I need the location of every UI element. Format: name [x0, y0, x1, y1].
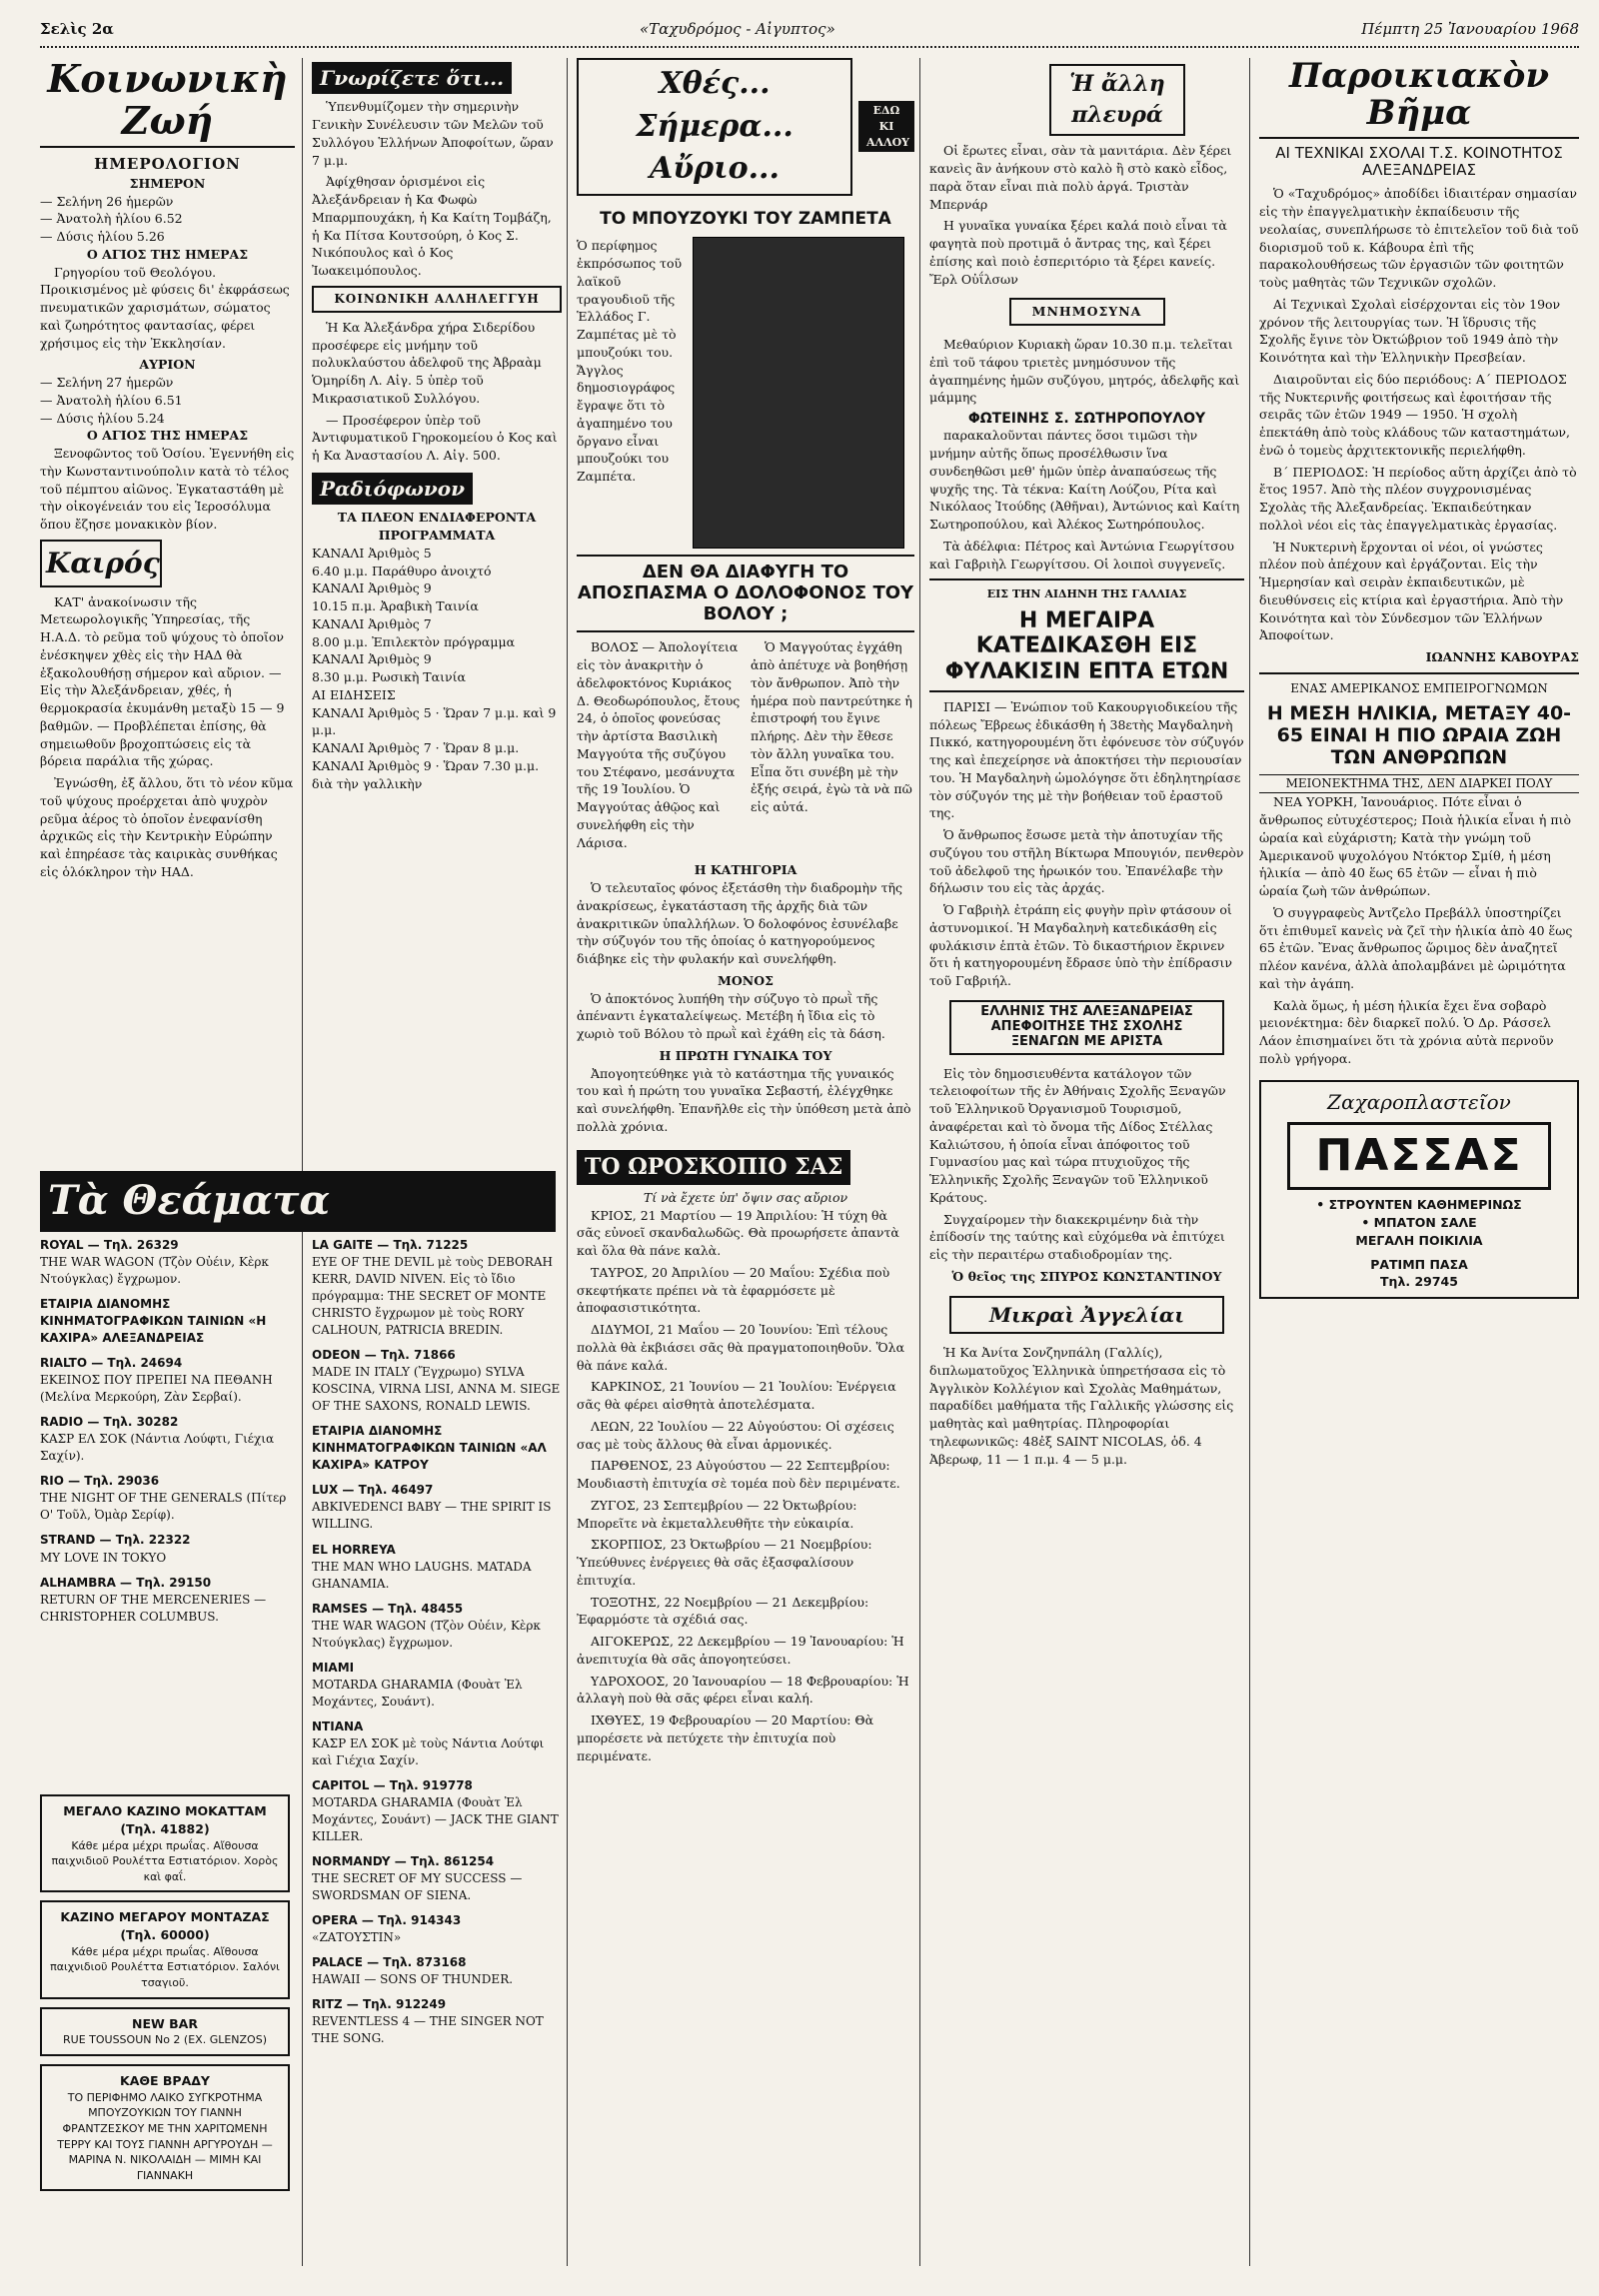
cinema-program: ΕΚΕΙΝΟΣ ΠΟΥ ΠΡΕΠΕΙ ΝΑ ΠΕΘΑΝΗ (Μελίνα Μερκούρη, Ζὰν Σερβαί).: [40, 1373, 273, 1405]
know-text: Ὑπενθυμίζομεν τὴν σημερινὴν Γενικὴν Συνέλευσιν τῶν Μελῶν τοῦ Συλλόγου Ἑλλήνων Ἀποφοίτων, ὥραν 7 μ.μ.: [312, 99, 554, 168]
paper-name: «Ταχυδρόμος - Αἰγυπτος»: [640, 20, 835, 38]
cinema-entry: [312, 1777, 562, 1845]
radio-line: 8.00 μ.μ. Ἐπιλεκτὸν πρόγραμμα: [312, 633, 516, 649]
banner-side: ΕΔΩ ΚΙ ΑΛΛΟΥ: [858, 101, 914, 152]
issue-date: Πέμπτη 25 Ἰανουαρίου 1968: [1361, 20, 1579, 38]
story-text: Ὁ ἀποκτόνος λυπήθη τὴν σύζυγο τὸ πρωῒ τῆς ἀπέναντι ἑγκαταλείψεως. Μετέβη ἡ ἴδια εἰς τὸ χωριὸ τοῦ Βόλου τὸ πρωῒ καὶ ἐχάθη εἰς τὰ δάση.: [577, 990, 885, 1042]
banner-title: Χθές... Σήμερα... Αὔριο...: [577, 58, 852, 196]
radio-line: 10.15 π.μ. Ἀραβικὴ Ταινία: [312, 598, 479, 614]
cinema-entry: [312, 1660, 562, 1711]
know-text: Ἀφίχθησαν ὁρισμένοι εἰς Ἀλεξάνδρειαν ἡ Κα Φωφὼ Μπαρμπουχάκη, ἡ Κα Καίτη Τομβάζη, ἡ Κα Πίτσα Κουτσούρη, ὁ Κος Σ. Νικόπουλος καὶ ὁ Κος Ἰωακειμόπουλος.: [312, 174, 552, 279]
story-title: Η ΜΕΣΗ ΗΛΙΚΙΑ, ΜΕΤΑΞΥ 40-65 ΕΙΝΑΙ Η ΠΙΟ ΩΡΑΙΑ ΖΩΗ ΤΩΝ ΑΝΘΡΩΠΩΝ: [1266, 701, 1572, 768]
cinema-name: ROYAL — Τηλ. 26329: [40, 1238, 179, 1252]
cinema-name: ΕΤΑΙΡΙΑ ΔΙΑΝΟΜΗΣ ΚΙΝΗΜΑΤΟΓΡΑΦΙΚΩΝ ΤΑΙΝΙΩΝ «Η ΚΑΧΙΡΑ» ΑΛΕΞΑΝΔΡΕΙΑΣ: [40, 1297, 267, 1346]
entertainment-ad: [40, 2007, 290, 2056]
cinema-entry: [312, 1954, 562, 1988]
story-title: ΑΙ ΤΕΧΝΙΚΑΙ ΣΧΟΛΑΙ Τ.Σ. ΚΟΙΝΟΤΗΤΟΣ ΑΛΕΞΑΝΔΡΕΙΑΣ: [1275, 143, 1563, 180]
cinema-entry: [312, 1719, 562, 1769]
entertainment-ad: [40, 2064, 290, 2191]
entertainment-ad: [40, 1794, 290, 1892]
story-text: Συγχαίρομεν τὴν διακεκριμένην διὰ τὴν ἐπίδοσίν της ταύτης καὶ εὐχόμεθα νὰ ἐπιτύχει εἰς τὴν περαιτέρω σταδιοδρομίαν της.: [929, 1211, 1225, 1263]
cinema-program: THE WAR WAGON (Τζὸν Οὐέιν, Κὲρκ Ντούγκλας) ἔγχρωμον.: [40, 1255, 269, 1287]
horoscope-sign: ΣΚΟΡΠΙΟΣ, 23 Ὀκτωβρίου — 21 Νοεμβρίου: Ὑπεύθυνες ἐνέργειες θὰ σᾶς ἐξασφαλίσουν ἐπιτυχία.: [577, 1537, 872, 1588]
cinema-name: LA GAITE — Τηλ. 71225: [312, 1238, 469, 1252]
cinema-list-right: [312, 1237, 562, 2055]
cinema-name: PALACE — Τηλ. 873168: [312, 1955, 467, 1970]
cinema-list-left: [40, 1237, 290, 1634]
corner-title: Ἡ ἄλλη πλευρά: [1049, 64, 1185, 136]
newspaper-page: [40, 18, 1579, 2276]
column-community: [1259, 58, 1579, 2266]
cinema-entry: [40, 1237, 290, 1288]
cinema-program: THE MAN WHO LAUGHS. MATADA GHANAMIA.: [312, 1559, 532, 1591]
story-subtitle: ΜΕΙΟΝΕΚΤΗΜΑ ΤΗΣ, ΔΕΝ ΔΙΑΡΚΕΙ ΠΟΛΥ: [1259, 774, 1579, 793]
section-spectacles: [40, 1167, 562, 2276]
tomorrow-line: — Ἀνατολὴ ἡλίου 6.51: [40, 392, 183, 408]
column-rule: [567, 58, 568, 2266]
cinema-entry: [40, 1296, 290, 1347]
today-line: — Σελήνη 26 ἡμερῶν: [40, 193, 174, 209]
memorial-title: ΜΝΗΜΟΣΥΝΑ: [1009, 298, 1165, 326]
cinema-entry: [40, 1473, 290, 1524]
column-memorials: [929, 58, 1244, 2266]
cinema-entry: [40, 1414, 290, 1465]
ad-item: • ΣΤΡΟΥΝΤΕΝ ΚΑΘΗΜΕΡΙΝΩΣ: [1316, 1197, 1522, 1213]
radio-line: 8.30 μ.μ. Ρωσικὴ Ταινία: [312, 669, 466, 685]
story-title: ΔΕΝ ΘΑ ΔΙΑΦΥΓΗ ΤΟ ΑΠΟΣΠΑΣΜΑ Ο ΔΟΛΟΦΟΝΟΣ ΤΟΥ ΒΟΛΟΥ ;: [577, 562, 914, 624]
story-text: Καλὰ ὅμως, ἡ μέση ἡλικία ἔχει ἕνα σοβαρὸ μειονέκτημα: δὲν διαρκεῖ πολύ. Ὁ Δρ. Ράσσελ Λάον ἐπισημαίνει ὅτι τὰ χρόνια αὐτὰ περνοῦν πολὺ γρήγορα.: [1259, 997, 1554, 1066]
radio-title: Ραδιόφωνον: [312, 473, 473, 505]
cinema-entry: [312, 1423, 562, 1474]
horoscope-sign: ΛΕΩΝ, 22 Ἰουλίου — 22 Αὐγούστου: Οἱ σχέσεις σας μὲ τοὺς ἄλλους θὰ εἶναι ἁρμονικές.: [577, 1418, 894, 1452]
cinema-name: CAPITOL — Τηλ. 919778: [312, 1777, 473, 1792]
column-notes: [312, 58, 562, 1157]
radio-line: ΚΑΝΑΛΙ Ἀριθμὸς 7: [312, 615, 432, 631]
cinema-program: MOTARDA GHARAMIA (Φουὰτ Ἐλ Μοχάντες, Σουάντ) — JACK THE GIANT KILLER.: [312, 1794, 559, 1843]
horoscope-title: ΤΟ ΩΡΟΣΚΟΠΙΟ ΣΑΣ: [577, 1150, 850, 1185]
story-text: Ὁ περίφημος ἐκπρόσωπος τοῦ λαϊκοῦ τραγουδιοῦ τῆς Ἑλλάδος Γ. Ζαμπέτας μὲ τὸ μπουζούκι του. Ἄγγλος δημοσιογράφος ἔγραψε ὅτι τὸ ἀγαπημένο του ὄργανο εἶναι μπουζούκι του Ζαμπέτα.: [577, 238, 683, 485]
radio-list: [312, 545, 562, 793]
page-header: [40, 18, 1579, 48]
cinema-entry: [40, 1355, 290, 1406]
cinema-name: RITZ — Τηλ. 912249: [312, 1997, 447, 2012]
story-signature: ΙΩΑΝΝΗΣ ΚΑΒΟΥΡΑΣ: [1425, 649, 1579, 665]
cinema-entry: [40, 1575, 290, 1626]
cinema-name: ODEON — Τηλ. 71866: [312, 1348, 456, 1363]
cinema-name: RADIO — Τηλ. 30282: [40, 1415, 179, 1430]
ad-text: Κάθε μέρα μέχρι πρωΐας. Αἴθουσα παιχνιδιοῦ Ρουλέττα Εστιατόριον. Χορὸς καὶ φαΐ.: [51, 1838, 279, 1883]
section-title: Παροικιακὸν Βῆμα: [1259, 58, 1579, 139]
story-text: Εἰς τὸν δημοσιευθέντα κατάλογον τῶν τελειοφοίτων τῆς ἐν Ἀθήναις Σχολῆς Ξεναγῶν τοῦ Ἑλληνικοῦ Ὀργανισμοῦ Τουρισμοῦ, ἀναφέρεται καὶ τὸ ὄνομα τῆς Δίδος Στέλλας Καλιώτσου, ἡ ὁποία εἶναι ἀπόφοιτος τοῦ Γυμνασίου μας καὶ τώρα πτυχιοῦχος τῆς Ἑλληνικῆς Σχολῆς Ξεναγῶν τοῦ Ἑλληνικοῦ Κράτους.: [929, 1065, 1226, 1205]
classifieds-title: Μικραὶ Ἀγγελίαι: [949, 1296, 1224, 1334]
cinema-program: MADE IN ITALY (Ἔγχρωμο) SYLVA KOSCINA, VIRNA LISI, ANNA M. SIEGE OF THE SAXONS, RONALD LEWIS.: [312, 1365, 561, 1414]
entertainment-ad: [40, 1900, 290, 1998]
cinema-program: THE NIGHT OF THE GENERALS (Πίτερ Ο' Τοῦλ, Ὀμὰρ Σερίφ).: [40, 1491, 287, 1523]
horoscope-sign: ΑΙΓΟΚΕΡΩΣ, 22 Δεκεμβρίου — 19 Ἰανουαρίου: Ἡ ἀνεπιτυχία θὰ σᾶς ἀπογοητεύσει.: [577, 1634, 904, 1667]
ad-text: ΤΟ ΠΕΡΙΦΗΜΟ ΛΑΙΚΟ ΣΥΓΚΡΟΤΗΜΑ ΜΠΟΥΖΟΥΚΙΩΝ ΤΟΥ ΓΙΑΝΝΗ ΦΡΑΝΤΖΕΣΚΟΥ ΜΕ ΤΗΝ ΧΑΡΙΤΩΜΕΝΗ ΤΕΡΡΥ ΚΑΙ ΤΟΥΣ ΓΙΑΝΝΗ ΑΡΓΥΡΟΥΔΗ — ΜΑΡΙΝΑ Ν. ΝΙΚΟΛΑΙΔΗ — ΜΙΜΗ ΚΑΙ ΓΙΑΝΝΑΚΗ: [57, 2090, 273, 2182]
horoscope-sign: ΖΥΓΟΣ, 23 Σεπτεμβρίου — 22 Ὀκτωβρίου: Μπορεῖτε νὰ ἐκμεταλλευθῆτε τὴν εὐκαιρία.: [577, 1497, 857, 1531]
cinema-name: RIALTO — Τηλ. 24694: [40, 1356, 183, 1371]
story-text: Ὁ συγγραφεὺς Ἀντζελο Πρεβάλλ ὑποστηρίζει ὅτι ἐπιθυμεῖ κανεὶς νὰ ζεῖ τὴν ἡλικία ἀπὸ 40 ἕως 65 ἐτῶν. Ἔνας ἄνθρωπος ὥριμος δὲν ἀναζητεῖ πλέον κανένα, ἀλλὰ ἀπολαμβάνει μὲ ὠριμότητα καὶ τὴν ἀγάπη.: [1259, 904, 1573, 991]
cinema-entry: [312, 1482, 562, 1533]
ad-title: Ζαχαροπλαστεῖον: [1327, 1089, 1511, 1114]
entertainment-ads: [40, 1786, 290, 2199]
cinema-entry: [312, 1237, 562, 1339]
story-text: Ὁ «Ταχυδρόμος» ἀποδίδει ἰδιαιτέραν σημασίαν εἰς τὴν ἐπαγγελματικὴν ἐκπαίδευσιν τῆς νεολαίας, συνεπλήρωσε τὸ ἐπιτελεῖον τοῦ διὰ τοῦ διορισμοῦ τοῦ κ. Κάβουρα ἐπὶ τῆς παρακολουθήσεως τῶν ἐργασιῶν τῶν φοιτητῶν τοὺς μαθητὰς τῶν Τεχνικῶν σχολῶν.: [1259, 186, 1579, 291]
photo-zampetas: [693, 237, 904, 549]
weather-title: Καιρός: [40, 540, 162, 587]
ad-title: ΚΑΖΙΝΟ ΜΕΓΑΡΟΥ ΜΟΝΤΑΖΑΣ (Τηλ. 60000): [60, 1909, 270, 1943]
column-rule: [919, 58, 920, 2266]
cinema-name: NTIANA: [312, 1719, 364, 1733]
cinema-name: ΕΤΑΙΡΙΑ ΔΙΑΝΟΜΗΣ ΚΙΝΗΜΑΤΟΓΡΑΦΙΚΩΝ ΤΑΙΝΙΩΝ «ΑΛ ΚΑΧΙΡΑ» ΚΑΤΡΟΥ: [312, 1424, 547, 1473]
radio-line: 6.40 μ.μ. Παράθυρο ἀνοιχτό: [312, 563, 492, 578]
story-text: Ὁ τελευταῖος φόνος ἐξετάσθη τὴν διαδρομὴν τῆς ἀνακρίσεως, ἐγκατάσταση τῆς ἀρχῆς διὰ τῶν ἀνακριτικῶν ὑπαλλήλων. Ὁ δολοφόνος ἐσυνέλαβε τὴν σύζυγόν του τῆς ὁποίας ὁ κατηγορούμενος διάβηκε εἰς τὴν φυλακήν καὶ συνελήφθη.: [577, 880, 903, 967]
sub-heading: ΜΟΝΟΣ: [718, 972, 774, 988]
saint-heading: Ο ΑΓΙΟΣ ΤΗΣ ΗΜΕΡΑΣ: [86, 246, 249, 262]
section-title: Κοινωνικὴ Ζωή: [40, 58, 295, 148]
today-line: — Ἀνατολὴ ἡλίου 6.52: [40, 211, 183, 227]
radio-line: ΑΙ ΕΙΔΗΣΕΙΣ: [312, 686, 396, 702]
cinema-name: STRAND — Τηλ. 22322: [40, 1533, 191, 1548]
horoscope-subtitle: Τί νὰ ἔχετε ὑπ' ὄψιν σας αὔριον: [643, 1189, 848, 1205]
tomorrow-line: — Δύσις ἡλίου 5.24: [40, 410, 165, 426]
cinema-entry: [312, 1542, 562, 1593]
ad-title: NEW BAR: [132, 2015, 198, 2031]
cinema-program: RETURN OF THE MERCENERIES — CHRISTOPHER COLUMBUS.: [40, 1592, 267, 1624]
cinema-name: ALHAMBRA — Τηλ. 29150: [40, 1575, 212, 1590]
weather-text: Ἐγνώσθη, ἐξ ἄλλου, ὅτι τὸ νέον κῦμα τοῦ ψύχους προέρχεται ἀπὸ ψυχρὸν ρεῦμα ἀέρος τὸ ὁποῖον ἐνεφανίσθη ἀρχικῶς εἰς τὴν Κεντρικὴν Εὐρώπην καὶ ἐπηρέασε τὰς καιρικὰς συνθήκας εἰς ὁλόκληρον τὴν ΗΑΔ.: [40, 775, 294, 879]
today-label: ΣΗΜΕΡΟΝ: [129, 175, 206, 191]
story-title: ΕΛΛΗΝΙΣ ΤΗΣ ΑΛΕΞΑΝΔΡΕΙΑΣ ΑΠΕΦΟΙΤΗΣΕ ΤΗΣ ΣΧΟΛΗΣ ΞΕΝΑΓΩΝ ΜΕ ΑΡΙΣΤΑ: [949, 1000, 1224, 1055]
cinema-program: MY LOVE IN TOKYO: [40, 1550, 167, 1565]
section-kicker: ΕΙΣ ΤΗΝ ΑΙΔΗΝΗ ΤΗΣ ΓΑΛΛΙΑΣ: [986, 587, 1187, 601]
radio-line: ΚΑΝΑΛΙ Ἀριθμὸς 7 · Ὥραν 8 μ.μ.: [312, 740, 520, 756]
memorial-name: ΦΩΤΕΙΝΗΣ Σ. ΣΩΤΗΡΟΠΟΥΛΟΥ: [967, 411, 1206, 428]
radio-line: ΚΑΝΑΛΙ Ἀριθμὸς 9 · Ὥραν 7.30 μ.μ. διὰ τὴν γαλλικὴν: [312, 757, 540, 791]
cinema-program: THE SECRET OF MY SUCCESS — SWORDSMAN OF SIENA.: [312, 1871, 523, 1903]
cinema-entry: [312, 1996, 562, 2047]
cinema-name: OPERA — Τηλ. 914343: [312, 1913, 462, 1928]
story-kicker: ΕΝΑΣ ΑΜΕΡΙΚΑΝΟΣ ΕΜΠΕΙΡΟΓΝΩΜΩΝ: [1290, 680, 1548, 695]
cinema-name: LUX — Τηλ. 46497: [312, 1483, 434, 1498]
story-text: Διαιροῦνται εἰς δύο περιόδους: Α΄ ΠΕΡΙΟΔΟΣ τῆς Νυκτερινῆς φοιτήσεως καὶ ἐφοιτήσαν τῆς σειρᾶς τῶν ἐτῶν 1949 — 1950. Ἡ σχολὴ ἐπεκτάθη ἀπὸ τοὺς κλάδους τῶν καταστημάτων, ἐνῶ ὁ τομεὺς ἀρχιτεκτονικῆς περιελήφθη.: [1259, 371, 1570, 458]
memorial-text: Μεθαύριον Κυριακὴ ὥραν 10.30 π.μ. τελεῖται ἐπὶ τοῦ τάφου τριετὲς μνημόσυνον τῆς ἀγαπημένης ἡμῶν συζύγου, μητρός, ἀδελφῆς καὶ μάμμης: [929, 337, 1240, 406]
cinema-program: REVENTLESS 4 — THE SINGER NOT THE SONG.: [312, 2014, 544, 2046]
page-number: Σελὶς 2α: [40, 20, 114, 38]
story-text: Αἱ Τεχνικαὶ Σχολαὶ εἰσέρχονται εἰς τὸν 19ον χρόνον τῆς λειτουργίας των. Ἡ ἵδρυσις τῆς Σχολῆς ἔγινε τὸν Ὀκτώβριον τοῦ 1949 ἀπὸ τὴν Κοινότητα καὶ τὴν Ἑλληνικὴν Πρεσβείαν.: [1259, 296, 1561, 366]
cinema-program: MOTARDA GHARAMIA (Φουὰτ Ἐλ Μοχάντες, Σουάντ).: [312, 1677, 523, 1709]
ad-text: Κάθε μέρα μέχρι πρωΐας. Αἴθουσα παιχνιδιοῦ Ρουλέττα Εστιατόριον. Σαλόνι τσαγιοῦ.: [50, 1944, 280, 1990]
story-text: Ὁ ἄνθρωπος ἔσωσε μετὰ τὴν ἀποτυχίαν τῆς συζύγου του στῆλη Βίκτωρα Μπουγιόν, πενθερὸν τοῦ ἀδελφοῦ της ἡρωικόν του. Ἐπανέλαβε τὴν δήλωσιν του εἰς τὰς ἀρχάς.: [929, 827, 1244, 896]
story-text: ΠΑΡΙΣΙ — Ἐνώπιον τοῦ Κακουργιοδικείου τῆς πόλεως Ἔβρεως ἐδικάσθη ἡ 38ετὴς Μαγδαληνὴ Πικκό, κατηγορουμένη ὅτι ἐφόνευσε τὸν σύζυγόν της καὶ ἐπεχείρησε νὰ ἀποκτήσει τὴν περιουσίαν του. Ἡ Μαγδαληνὴ ὡμολόγησε ὅτι ἐδηλητηρίασε τὸν σύζυγόν της μὲ τὴν βοήθειαν τοῦ ἐραστοῦ της.: [929, 698, 1244, 821]
radio-line: ΚΑΝΑΛΙ Ἀριθμὸς 9: [312, 580, 432, 596]
story-text: Ὁ Μαγγούτας ἐγχάθη ἀπὸ ἀπέτυχε νὰ βοηθήσῃ τὸν ἄνθρωπον. Ἀπὸ τὴν ἡμέρα ποὺ παντρεύτηκε ἡ ἐπιστροφή του ἔγινε πλήρης. Δὲν τὴν ἔθεσε τὸν ἄλλη γυναῖκα του. Εἶπα ὅτι συνέβη μὲ τὴν ἐξής σειρά, ἐγὼ τὰ νὰ πῶ εἰς αὐτά.: [751, 639, 912, 815]
saint-heading: Ο ΑΓΙΟΣ ΤΗΣ ΗΜΕΡΑΣ: [86, 428, 249, 444]
saint-text: Γρηγορίου τοῦ Θεολόγου. Προικισμένος μὲ φύσεις δι' ἐκφράσεως πνευματικῶν χαρισμάτων, σώματος καὶ ζωηρότητος φαντασίας, φέρει χρήσιμος εἰς τὴν Ἐκκλησίαν.: [40, 264, 290, 351]
ad-phone: Τηλ. 29745: [1380, 1274, 1458, 1290]
radio-line: ΚΑΝΑΛΙ Ἀριθμὸς 5 · Ὥραν 7 μ.μ. καὶ 9 μ.μ.: [312, 704, 557, 738]
cinema-program: ΚΑΣΡ ΕΛ ΣΟΚ μὲ τοὺς Νάντια Λούτφι καὶ Γιέχια Σαχίν.: [312, 1735, 545, 1767]
weather-text: ΚΑΤ' ἀνακοίνωσιν τῆς Μετεωρολογικῆς Ὑπηρεσίας, τῆς Η.Α.Δ. τὸ ρεῦμα τοῦ ψύχους τὸ ὁποῖον ἐνέσκηψεν χθὲς εἰς τὴν ΗΑΔ θὰ ἐξακολουθήσῃ σήμερον καὶ αὔριον. — Εἰς τὴν Ἀλεξάνδρειαν, χθές, ἡ θερμοκρασία ἐκυμάνθη μεταξὺ 15 — 9 βαθμῶν. — Προβλέπεται ἐπίσης, θὰ σημειωθοῦν βροχοπτώσεις εἰς τὰ βόρεια παράλια τῆς χώρας.: [40, 593, 285, 769]
column-social-life: [40, 58, 295, 1157]
cinema-name: NORMANDY — Τηλ. 861254: [312, 1854, 495, 1868]
cinema-program: «ΖΑΤΟΥΣΤΙΝ»: [312, 1930, 402, 1945]
cinema-entry: [312, 1912, 562, 1946]
sub-heading: Η ΠΡΩΤΗ ΓΥΝΑΙΚΑ ΤΟΥ: [659, 1047, 832, 1063]
cinema-name: RAMSES — Τηλ. 48455: [312, 1601, 464, 1616]
quote-text: Οἱ ἔρωτες εἶναι, σὰν τὰ μανιτάρια. Δὲν ξέρει κανεὶς ἂν ἀνήκουν στὸ καλὸ ἢ στὸ κακὸ εἶδος, παρὰ ὅταν εἶναι πιὰ πολὺ ἀργά. Τριστὰν Μπερνάρ: [929, 143, 1232, 212]
ad-title: ΚΑΘΕ ΒΡΑΔΥ: [120, 2073, 210, 2089]
cinema-program: EYE OF THE DEVIL μὲ τοὺς DEBORAH KERR, DAVID NIVEN. Εἰς τὸ ἴδιο πρόγραμμα: THE SECRET OF MONTE CHRISTO ἔγχρωμον μὲ τοὺς RORY CALHOUN, PATRICIA BREDIN.: [312, 1255, 554, 1338]
radio-line: ΚΑΝΑΛΙ Ἀριθμὸς 9: [312, 651, 432, 667]
story-title: ΤΟ ΜΠΟΥΖΟΥΚΙ ΤΟΥ ΖΑΜΠΕΤΑ: [600, 208, 891, 229]
solidarity-title: ΚΟΙΝΩΝΙΚΗ ΑΛΛΗΛΕΓΓΥΗ: [312, 286, 562, 313]
know-title: Γνωρίζετε ὅτι...: [312, 62, 512, 94]
ad-address: ΡΑΤΙΜΠ ΠΑΣΑ: [1370, 1256, 1468, 1272]
cinema-program: HAWAII — SONS OF THUNDER.: [312, 1972, 514, 1987]
memorial-text: Τὰ ἀδέλφια: Πέτρος καὶ Ἀντώνια Γεωργίτσου καὶ Γαβριὴλ Γεωργίτσου. Οἱ λοιποὶ συγγενεῖς.: [929, 538, 1234, 572]
horoscope-sign: ΤΟΞΟΤΗΣ, 22 Νοεμβρίου — 21 Δεκεμβρίου: Ἐφαρμόστε τὰ σχέδιά σας.: [577, 1594, 869, 1628]
story-text: Ὁ Γαβριὴλ ἐτράπη εἰς φυγὴν πρὶν φτάσουν οἱ ἀστυνομικοί. Ἡ Μαγδαληνὴ κατεδικάσθη εἰς φυλάκισιν ἑπτὰ ἐτῶν. Τὸ δικαστήριον ἔκρινεν ὅτι ἡ κατηγορουμένη ἔδρασε ὑπὸ τὴν ἐπίδρασιν τοῦ Γαβριήλ.: [929, 902, 1233, 989]
cinema-program: THE WAR WAGON (Τζὸν Οὐέιν, Κὲρκ Ντούγκλας) ἔγχρωμον.: [312, 1618, 541, 1650]
cinema-entry: [40, 1532, 290, 1566]
horoscope-sign: ΠΑΡΘΕΝΟΣ, 23 Αὐγούστου — 22 Σεπτεμβρίου: Μουδιαστὴ ἐπιτυχία σὲ τομέα ποὺ δὲν περιμένατε.: [577, 1458, 900, 1492]
classifieds-text: Ἡ Κα Ἀνίτα Σονζηνπάλη (Γαλλίς), διπλωματοῦχος Ἑλληνικὰ ὑπηρετήσασα εἰς τὸ Ἀγγλικὸν Κολλέγιον καὶ Σχολὰς Μαθημάτων, παραδίδει μαθήματα τῆς Γαλλικῆς γλώσσης εἰς μαθητὰς καὶ μαθητρίας. Πληροφορίαι τηλεφωνικῶς: 48ἐξ SAINT NICOLAS, ὁδ. 4 Ἀβερωφ, 11 — 1 π.μ. 4 — 5 μ.μ.: [929, 1345, 1234, 1467]
horoscope-sign: ΥΔΡΟΧΟΟΣ, 20 Ἰανουαρίου — 18 Φεβρουαρίου: Ἡ ἀλλαγὴ ποὺ θὰ σᾶς φέρει εἶναι καλή.: [577, 1673, 909, 1707]
horoscope-sign: ΙΧΘΥΕΣ, 19 Φεβρουαρίου — 20 Μαρτίου: Θὰ μπορέσετε νὰ πετύχετε τὴν ἐπιτυχία ποὺ περιμένατε.: [577, 1713, 874, 1763]
today-line: — Δύσις ἡλίου 5.26: [40, 229, 165, 245]
story-text: Ἡ Νυκτερινὴ ἔρχονται οἱ νέοι, οἱ γνώστες πλέον ποὺ ἀπέχουν καὶ ἐργάζονται. Εἰς τὴν Ἡμερησίαν καὶ σειρὰν ἐκπαιδευτικῶν, μὲ διευθύνσεις εἰς κτίρια καὶ ἐργαστήρια. Ἀπὸ τὴν Κοινότητα καὶ τὸν Σύνδεσμον τῶν Ἑλλήνων Ἀποφοίτων.: [1259, 539, 1564, 643]
sub-heading: Η ΚΑΤΗΓΟΡΙΑ: [694, 862, 798, 878]
spectacles-title: Τὰ Θεάματα: [40, 1171, 556, 1232]
calendar-heading: ΗΜΕΡΟΛΟΓΙΟΝ: [94, 154, 241, 173]
story-title: Η ΜΕΓΑΙΡΑ ΚΑΤΕΔΙΚΑΣΘΗ ΕΙΣ ΦΥΛΑΚΙΣΙΝ ΕΠΤΑ ΕΤΩΝ: [944, 607, 1229, 684]
story-text: ΝΕΑ ΥΟΡΚΗ, Ἰανουάριος. Πότε εἶναι ὁ ἄνθρωπος εὐτυχέστερος; Ποιὰ ἡλικία εἶναι ἡ πιὸ ὡραία καὶ εὐχάριστη; Κατὰ τὴν γνώμη τοῦ Ἀμερικανοῦ ψυχολόγου Ντόκτορ Σμίθ, ἡ μέση ἡλικία — ἀπὸ 40 ἕως 65 ἐτῶν — εἶναι ἡ πιὸ ὡραία ζωὴ τῶν ἀνθρώπων.: [1259, 794, 1572, 899]
quote-text: Η γυναῖκα γυναίκα ξέρει καλά ποιὸ εἶναι τὰ φαγητὰ ποὺ προτιμᾶ ὁ ἄντρας της, καὶ ξέρει ἐπίσης καὶ ποιὸ ἐσπεριτόριο τὰ ξέρει κανείς. Ἔρλ Οὐΐλσων: [929, 218, 1227, 287]
horoscope-sign: ΚΑΡΚΙΝΟΣ, 21 Ἰουνίου — 21 Ἰουλίου: Ἐνέργεια σᾶς θὰ φέρει αἰσθητὰ ἀποτελέσματα.: [577, 1379, 896, 1413]
cinema-entry: [312, 1347, 562, 1415]
ad-item: ΜΕΓΑΛΗ ΠΟΙΚΙΛΙΑ: [1355, 1232, 1483, 1248]
tomorrow-label: ΑΥΡΙΟΝ: [139, 357, 196, 373]
horoscope-sign: ΔΙΔΥΜΟΙ, 21 Μαΐου — 20 Ἰουνίου: Ἐπὶ τέλους πολλὰ θὰ ἐκβιάσει σᾶς θὰ πραγματοποιηθοῦν. Ὅλα θὰ πάνε καλά.: [577, 1322, 905, 1373]
cinema-name: RIO — Τηλ. 29036: [40, 1474, 160, 1489]
radio-line: ΚΑΝΑΛΙ Ἀριθμὸς 5: [312, 545, 432, 561]
solidarity-text: — Προσέφερον ὑπὲρ τοῦ Ἀντιφυματικοῦ Γηροκομείου ὁ Κος καὶ ἡ Κα Ἀναστασίου Λ. Αἰγ. 500.: [312, 412, 558, 464]
cinema-name: MIAMI: [312, 1660, 355, 1675]
pastry-shop-ad: [1259, 1080, 1579, 1300]
ad-name: ΠΑΣΣΑΣ: [1287, 1122, 1551, 1190]
cinema-program: ΚΑΣΡ ΕΛ ΣΟΚ (Νάντια Λούφτι, Γιέχια Σαχίν).: [40, 1432, 275, 1464]
horoscope-sign: ΚΡΙΟΣ, 21 Μαρτίου — 19 Ἀπριλίου: Ἡ τύχη θὰ σᾶς εὐνοεῖ σκανδαλωδῶς. Θὰ προωρήσετε ἀπαντὰ καὶ ὅλα θὰ πάνε καλὰ.: [577, 1207, 899, 1259]
horoscope-list: [577, 1207, 914, 1765]
cinema-entry: [312, 1853, 562, 1904]
story-text: Ἀπογοητεύθηκε γιὰ τὸ κατάστημα τῆς γυναικός του καὶ ἡ πρώτη του γυναῖκα Σεβαστή, ἐλέγχθηκε καὶ συνελήφθη. Ἐπανῆλθε εἰς τὴν ὑπόθεση μετὰ ἀπὸ πολλὰ χρόνια.: [577, 1065, 911, 1134]
ad-text: RUE TOUSSOUN No 2 (EX. GLENZOS): [63, 2033, 267, 2047]
column-rule: [1249, 58, 1250, 2266]
cinema-entry: [312, 1601, 562, 1652]
story-text: Β΄ ΠΕΡΙΟΔΟΣ: Ἡ περίοδος αὕτη ἀρχίζει ἀπὸ τὸ ἔτος 1957. Ἀπὸ τὴς πλέον συγχρονισμένας Σχολὰς τῆς Ἀλεξανδρείας. Ἐκπαιδεύτηκαν πολλοὶ νέοι εἰς τὰς ἐπαγγελματικὰς ἐργασίας.: [1259, 464, 1577, 533]
story-text: ΒΟΛΟΣ — Ἀπολογίτεια εἰς τὸν ἀνακριτὴν ὁ ἀδελφοκτόνος Κυριάκος Δ. Θεοδωρόπουλος, ἔτους 24, ὁ ὁποῖος φονεύσας τὴν ἀρτίστα Βασιλικὴ Μαγγούτα τῆς συζύγου του Στέφανο, μεσάνυχτα τῆς 19 Ἰουλίου. Ὁ Μαγγούτας ἀθῷος καὶ συνελήφθη εἰς τὴν Λάρισα.: [577, 639, 741, 850]
solidarity-text: Ἡ Κα Ἀλεξάνδρα χήρα Σιδερίδου προσέφερε εἰς μνήμην τοῦ πολυκλαύστου ἀδελφοῦ της Ἀβραὰμ Ὁμηρίδη Λ. Αἰγ. 5 ὑπὲρ τοῦ Μικρασιατικοῦ Συλλόγου.: [312, 319, 542, 406]
cinema-program: ABKIVEDENCI BABY — THE SPIRIT IS WILLING.: [312, 1500, 552, 1532]
column-yesterday-today: [577, 58, 914, 2266]
ad-title: ΜΕΓΑΛΟ ΚΑΖΙΝΟ ΜΟΚΑΤΤΑΜ (Τηλ. 41882): [63, 1803, 267, 1836]
radio-subtitle: ΤΑ ΠΛΕΟΝ ΕΝΔΙΑΦΕΡΟΝΤΑ ΠΡΟΓΡΑΜΜΑΤΑ: [337, 510, 537, 544]
horoscope-sign: ΤΑΥΡΟΣ, 20 Ἀπριλίου — 20 Μαΐου: Σχέδια ποὺ σκεφτήκατε πρέπει νὰ τὰ ἐφαρμόσετε μὲ ἀποφασιστικότητα.: [577, 1264, 890, 1316]
tomorrow-line: — Σελήνη 27 ἡμερῶν: [40, 375, 174, 391]
cinema-name: EL HORREYA: [312, 1542, 396, 1557]
ad-item: • ΜΠΑΤΟΝ ΣΑΛΕ: [1361, 1215, 1477, 1231]
memorial-text: παρακαλοῦνται πάντες ὅσοι τιμῶσι τὴν μνήμην αὐτῆς ὅπως προσέλθωσιν ἵνα συνδεηθῶσι μεθ' ἡμῶν ὑπὲρ ἀναπαύσεως τῆς ψυχῆς της. Τὰ τέκνα: Καίτη Λούζου, Ρίτα καὶ Νικόλαος Ἰτούδης (Ἀθῆναι), Ἀντώνιος καὶ Καίτη Σωτηροπούλου, καὶ Ἀλέκος Σωτηρόπουλος.: [929, 428, 1240, 533]
saint-text: Ξενοφῶντος τοῦ Ὁσίου. Ἐγεννήθη εἰς τὴν Κωνσταντινούπολιν κατὰ τὸ τέλος τοῦ πέμπτου αἰῶνος. Ἐγκαταστάθη μὲ τὴν οἰκογένειάν του εἰς Ἱεροσόλυμα ὅπου ἔζησε μονακικὸν βίον.: [40, 446, 295, 533]
story-signature: Ὁ θεῖος της ΣΠΥΡΟΣ ΚΩΝΣΤΑΝΤΙΝΟΥ: [951, 1268, 1222, 1284]
